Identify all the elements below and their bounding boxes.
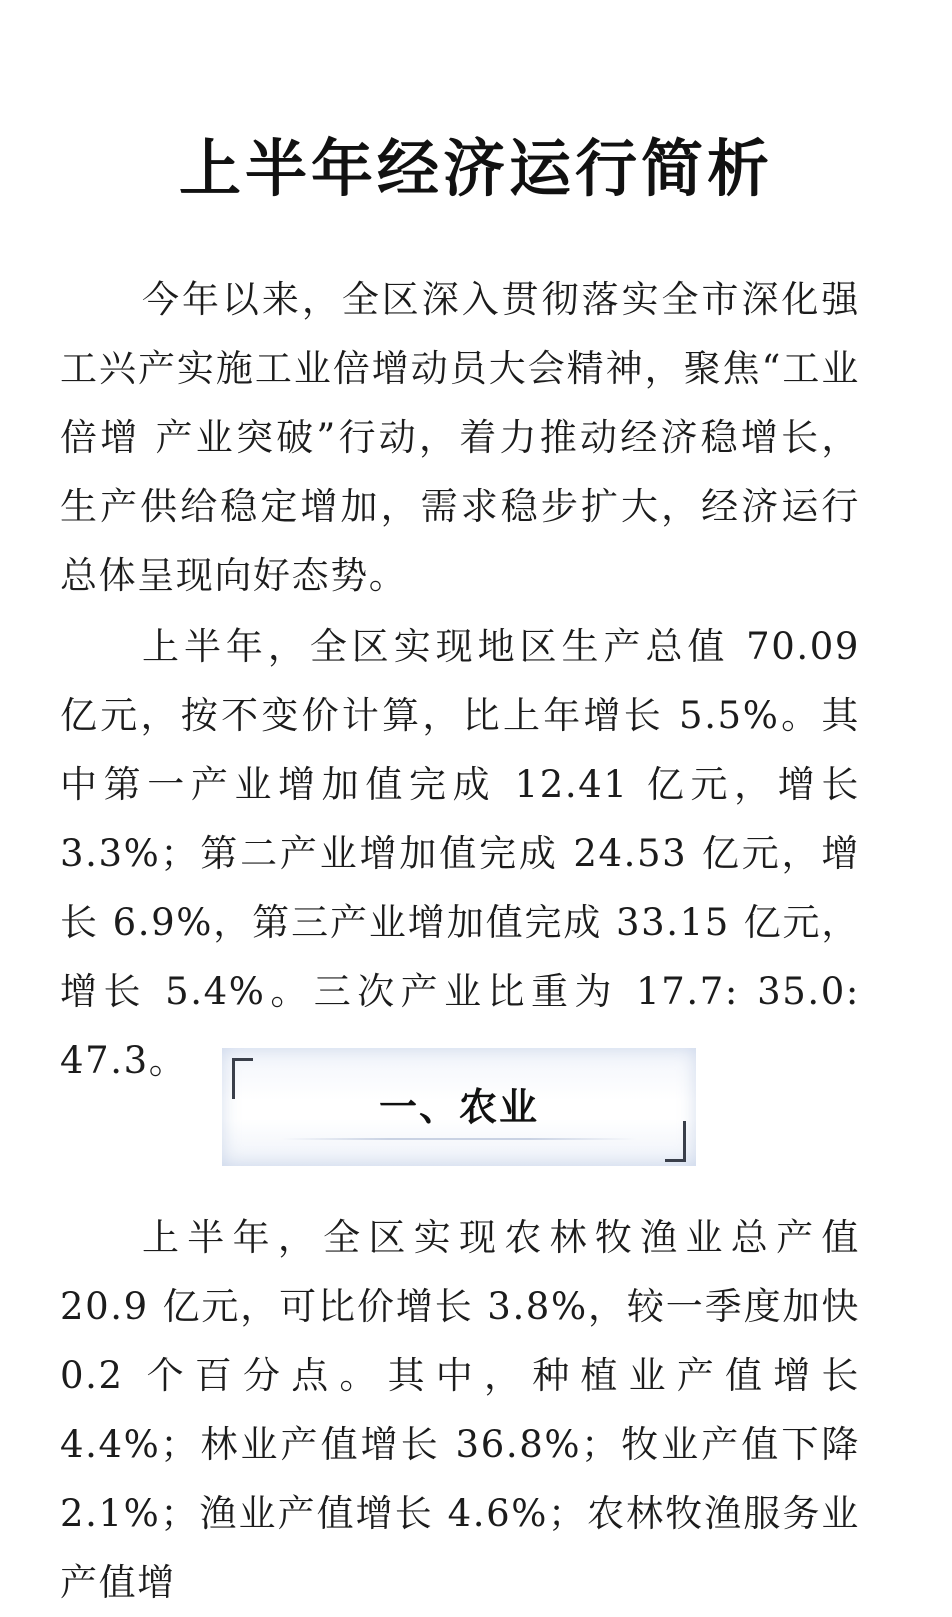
intro-paragraph: 今年以来，全区深入贯彻落实全市深化强工兴产实施工业倍增动员大会精神，聚焦“工业倍增 产业突破”行动，着力推动经济稳增长，生产供给稳定增加，需求稳步扩大，经济运行总体呈现向好态势。 [60,278,860,597]
agriculture-paragraph: 上半年，全区实现农林牧渔业总产值 20.9 亿元，可比价增长 3.8%，较一季度加快 0.2 个百分点。其中，种植业产值增长 4.4%；林业产值增长 36.8%；牧业产值下降 2.1%；渔业产值增长 4.6%；农林牧渔服务业产值增 [60,1216,860,1604]
page-title: 上半年经济运行简析 [178,131,773,205]
section-heading-frame [222,1048,696,1166]
gdp-paragraph: 上半年，全区实现地区生产总值 70.09 亿元，按不变价计算，比上年增长 5.5%。其中第一产业增加值完成 12.41 亿元，增长 3.3%；第二产业增加值完成 24.53 亿元，增长 6.9%，第三产业增加值完成 33.15 亿元，增长 5.4%。三次产业比重为 17.7: 35.0: 47.3。 [60,625,860,1082]
section-heading-agriculture: 一、农业 [378,1085,539,1129]
